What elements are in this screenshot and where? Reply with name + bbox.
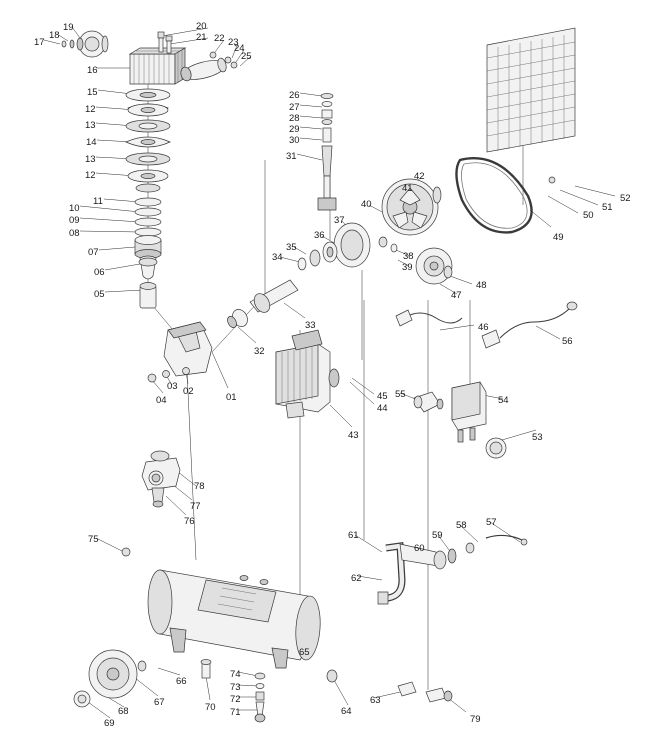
callout-39: 39 — [402, 262, 413, 273]
part-group-26-31 — [318, 94, 336, 211]
callout-64: 64 — [341, 706, 352, 717]
callout-30: 30 — [289, 135, 300, 146]
callout-58: 58 — [456, 520, 467, 531]
part-group-pressure-switch — [452, 382, 506, 458]
callout-72: 72 — [230, 694, 241, 705]
callout-01: 01 — [226, 392, 237, 403]
callout-46: 46 — [478, 322, 489, 333]
callout-65: 65 — [299, 647, 310, 658]
callout-49: 49 — [553, 232, 564, 243]
callout-26: 26 — [289, 90, 300, 101]
part-group-44-55 — [414, 392, 443, 412]
callout-02: 02 — [183, 386, 194, 397]
callout-55: 55 — [395, 389, 406, 400]
part-group-belt — [456, 158, 531, 232]
callout-56: 56 — [562, 336, 573, 347]
callout-67: 67 — [154, 697, 165, 708]
callout-73: 73 — [230, 682, 241, 693]
callout-06: 06 — [94, 267, 105, 278]
callout-68: 68 — [118, 706, 129, 717]
callout-53: 53 — [532, 432, 543, 443]
callout-54: 54 — [498, 395, 509, 406]
callout-52: 52 — [620, 193, 631, 204]
callout-23: 23 — [228, 37, 239, 48]
callout-38: 38 — [403, 251, 414, 262]
callout-29: 29 — [289, 124, 300, 135]
callout-07: 07 — [88, 247, 99, 258]
callout-24: 24 — [234, 43, 245, 54]
callout-42: 42 — [414, 171, 425, 182]
callout-04: 04 — [156, 395, 167, 406]
callout-11: 11 — [93, 196, 103, 207]
callout-15: 15 — [87, 87, 98, 98]
callout-76: 76 — [184, 516, 195, 527]
callout-77: 77 — [190, 501, 201, 512]
callout-19: 19 — [63, 22, 74, 33]
part-group-shroud — [487, 28, 575, 183]
callout-17: 17 — [34, 37, 45, 48]
callout-40: 40 — [361, 199, 372, 210]
part-group-17-19 — [62, 31, 108, 57]
callout-79: 79 — [470, 714, 481, 725]
callout-61: 61 — [348, 530, 359, 541]
callout-74: 74 — [230, 669, 241, 680]
callout-45: 45 — [377, 391, 388, 402]
callout-50: 50 — [583, 210, 594, 221]
callout-47: 47 — [451, 290, 462, 301]
callout-57: 57 — [486, 517, 497, 528]
callout-16: 16 — [87, 65, 98, 76]
callout-36: 36 — [314, 230, 325, 241]
callout-13-upper: 13 — [85, 120, 96, 131]
part-group-tank — [148, 570, 322, 668]
callout-03: 03 — [167, 381, 178, 392]
callout-12-upper: 12 — [85, 104, 96, 115]
callout-35: 35 — [286, 242, 297, 253]
part-group-shaft — [226, 280, 298, 329]
part-group-cylinder-head — [130, 48, 185, 84]
callout-51: 51 — [602, 202, 613, 213]
callout-60: 60 — [414, 543, 425, 554]
callout-20: 20 — [196, 21, 207, 32]
part-group-pump-body — [148, 322, 212, 382]
callout-70: 70 — [205, 702, 216, 713]
part-group-hose — [378, 535, 527, 604]
callout-63: 63 — [370, 695, 381, 706]
callout-59: 59 — [432, 530, 443, 541]
callout-28: 28 — [289, 113, 300, 124]
part-group-valve-stack — [126, 89, 170, 192]
callout-18: 18 — [49, 30, 60, 41]
callout-43: 43 — [348, 430, 359, 441]
callout-13-lower: 13 — [85, 154, 96, 165]
callout-09: 09 — [69, 215, 80, 226]
callout-08: 08 — [69, 228, 80, 239]
callout-34: 34 — [272, 252, 283, 263]
callout-25: 25 — [241, 51, 252, 62]
callout-37: 37 — [334, 215, 345, 226]
callout-44: 44 — [377, 403, 388, 414]
part-group-63-79 — [327, 670, 452, 702]
callout-12-lower: 12 — [85, 170, 96, 181]
callout-71: 71 — [230, 707, 241, 718]
part-group-motor — [276, 330, 339, 418]
part-group-wheel — [74, 548, 146, 707]
callout-21: 21 — [196, 32, 207, 43]
callout-62: 62 — [351, 573, 362, 584]
part-group-regulator — [142, 451, 180, 507]
callout-27: 27 — [289, 102, 300, 113]
callout-41: 41 — [402, 183, 413, 194]
callout-78: 78 — [194, 481, 205, 492]
callout-32: 32 — [254, 346, 265, 357]
callout-05: 05 — [94, 289, 105, 300]
callout-31: 31 — [286, 151, 297, 162]
callout-75: 75 — [88, 534, 99, 545]
callout-14: 14 — [86, 137, 97, 148]
callout-69: 69 — [104, 718, 115, 729]
callout-66: 66 — [176, 676, 187, 687]
callout-48: 48 — [476, 280, 487, 291]
callout-33: 33 — [305, 320, 316, 331]
callout-22: 22 — [214, 33, 225, 44]
callout-10: 10 — [69, 203, 80, 214]
